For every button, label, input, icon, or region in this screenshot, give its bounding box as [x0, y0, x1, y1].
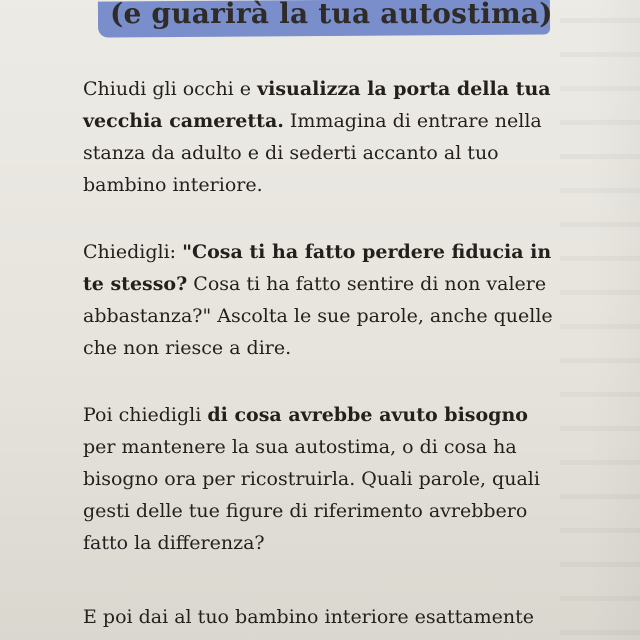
- paragraph-1-bold-1: visualizza la porta della tua vecchia cameretta.: [83, 78, 551, 132]
- paragraph-1-text-1: Chiudi gli occhi e: [83, 78, 258, 100]
- paragraph-1: [83, 73, 553, 201]
- paragraph-2: [83, 236, 553, 364]
- page-heading: (e guarirà la tua autostima): [110, 0, 553, 30]
- paragraph-3: [83, 399, 553, 559]
- paragraph-2-text-1: Chiedigli:: [83, 241, 183, 263]
- paragraph-3-text-2: per mantenere la sua autostima, o di cosa ha bisogno ora per ricostruirla. Quali parole, quali gesti delle tue figure di riferimento avrebbero fatto la differenza?: [83, 436, 540, 554]
- paragraph-3-text-1: Poi chiedigli: [83, 404, 208, 426]
- paragraph-2-bold-1: "Cosa ti ha fatto perdere fiducia in te stesso?: [83, 241, 552, 295]
- paragraph-4-text-1: E poi dai al tuo bambino interiore esattamente: [83, 606, 534, 628]
- bleed-through-text: [560, 0, 640, 640]
- paragraph-3-bold-1: di cosa avrebbe avuto bisogno: [207, 404, 528, 426]
- paragraph-4: [83, 601, 553, 633]
- paragraph-1-text-2: Immagina di entrare nella stanza da adulto e di sederti accanto al tuo bambino interiore.: [83, 110, 542, 196]
- paragraph-2-text-2: Cosa ti ha fatto sentire di non valere abbastanza?" Ascolta le sue parole, anche quelle che non riesce a dire.: [83, 273, 553, 359]
